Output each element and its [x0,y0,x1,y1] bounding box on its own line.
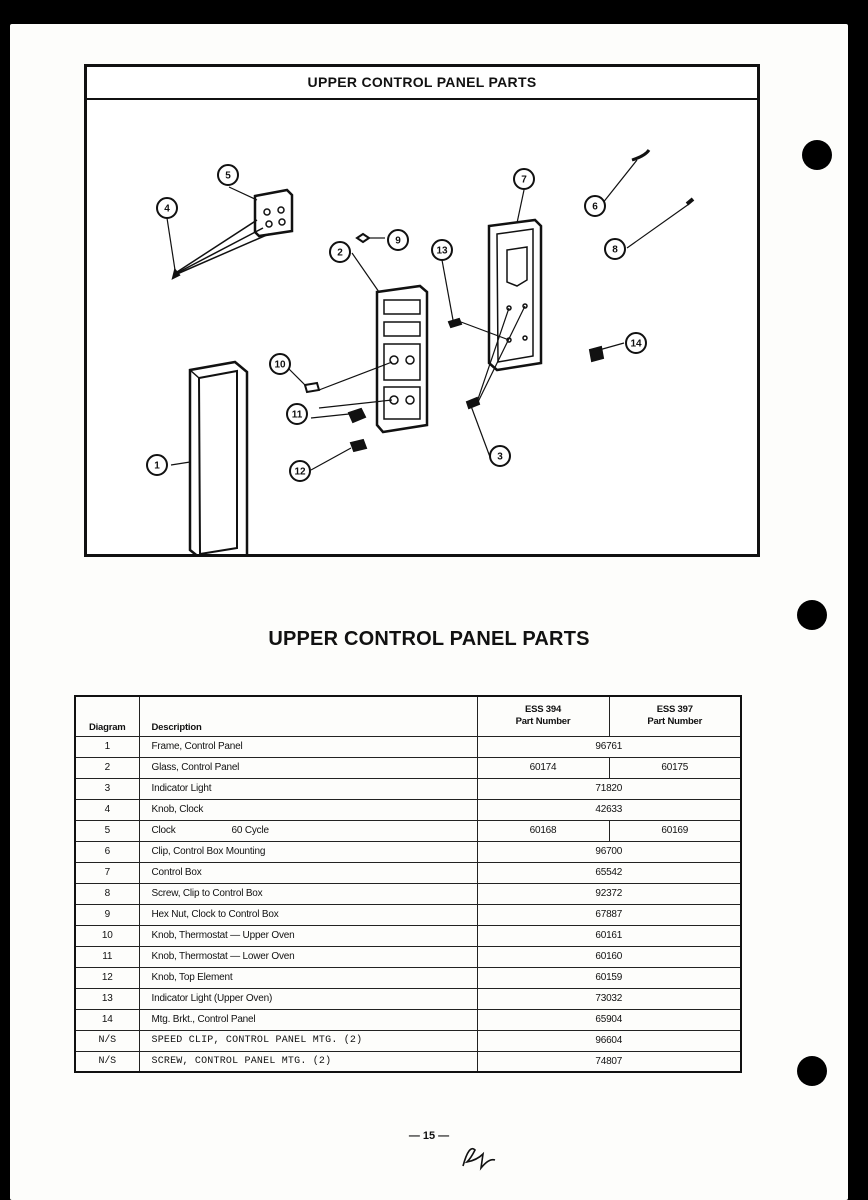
description-text: Knob, Thermostat — Lower Oven [151,951,295,962]
description-text: Frame, Control Panel [151,741,243,752]
cell-description [139,967,477,988]
cell-diagram: 12 [75,967,139,988]
description-text: Knob, Thermostat — Upper Oven [151,930,295,941]
callout-label: 10 [274,359,286,371]
description-text: Hex Nut, Clock to Control Box [151,909,279,920]
callout-label: 6 [592,201,598,213]
callout-13 [432,240,452,260]
cell-diagram: 14 [75,1009,139,1030]
cell-diagram: 4 [75,799,139,820]
cell-diagram: 7 [75,862,139,883]
cell-part-number: 96761 [477,736,741,757]
table-row [75,1009,741,1030]
callout-7 [514,169,534,189]
cell-part-number-ess394: 60168 [477,820,609,841]
table-row [75,736,741,757]
callout-4 [157,198,177,218]
callout-8 [605,239,625,259]
cell-description [139,946,477,967]
table-row [75,883,741,904]
cell-part-number: 65904 [477,1009,741,1030]
exploded-parts-drawing [87,100,757,554]
header-diagram: Diagram [75,696,139,736]
binder-hole-middle [797,600,827,630]
cell-description [139,1009,477,1030]
header-ess394 [477,696,609,736]
cell-description [139,1030,477,1051]
cell-description [139,1051,477,1072]
cell-diagram: 3 [75,778,139,799]
parts-table [74,695,742,1073]
cell-part-number-ess397: 60169 [609,820,741,841]
header-description: Description [139,696,477,736]
callout-11 [287,404,307,424]
callout-label: 2 [337,247,343,259]
cell-description [139,736,477,757]
table-row [75,988,741,1009]
callout-2 [330,242,350,262]
cell-part-number: 67887 [477,904,741,925]
header-ess394-label: Part Number [515,716,571,728]
callout-12 [290,461,310,481]
callout-label: 3 [497,451,503,463]
cell-part-number: 60160 [477,946,741,967]
cell-part-number: 65542 [477,862,741,883]
parts-table-body [75,736,741,1072]
cell-description [139,988,477,1009]
callout-label: 14 [630,338,642,350]
table-row [75,778,741,799]
manual-page [10,24,848,1200]
small-parts-drawing [173,150,693,451]
callout-3 [490,446,510,466]
description-text: Indicator Light (Upper Oven) [151,993,273,1004]
cell-part-number: 73032 [477,988,741,1009]
callout-1 [147,455,167,475]
cell-part-number: 96604 [477,1030,741,1051]
cell-part-number: 60161 [477,925,741,946]
callout-6 [585,196,605,216]
frame-part-drawing [190,362,247,554]
handwritten-mark [455,1136,505,1176]
cell-part-number-ess394: 60174 [477,757,609,778]
callout-label: 5 [225,170,231,182]
cell-part-number: 92372 [477,883,741,904]
binder-hole-top [802,140,832,170]
page-number: — 15 — [408,1130,450,1142]
description-text: Knob, Top Element [151,972,233,983]
table-row [75,862,741,883]
cell-diagram: 6 [75,841,139,862]
description-note: 60 Cycle [231,825,269,836]
callout-label: 1 [154,460,160,472]
cell-part-number: 42633 [477,799,741,820]
description-text: SCREW, CONTROL PANEL MTG. (2) [151,1055,332,1067]
callout-label: 11 [291,409,303,421]
cell-description [139,757,477,778]
cell-description [139,778,477,799]
cell-diagram: 8 [75,883,139,904]
table-row [75,1030,741,1051]
cell-part-number: 96700 [477,841,741,862]
cell-part-number: 60159 [477,967,741,988]
cell-diagram: 9 [75,904,139,925]
callout-label: 8 [612,244,618,256]
description-text: Glass, Control Panel [151,762,240,773]
callout-label: 9 [395,235,401,247]
exploded-diagram-panel [84,64,760,557]
glass-panel-part-drawing [377,286,427,432]
table-row [75,841,741,862]
description-text: Clock [151,825,176,836]
callout-5 [218,165,238,185]
cell-description [139,799,477,820]
description-text: Mtg. Brkt., Control Panel [151,1014,256,1025]
cell-description [139,904,477,925]
section-title: UPPER CONTROL PANEL PARTS [268,628,590,650]
cell-part-number: 71820 [477,778,741,799]
cell-description [139,820,477,841]
cell-diagram: 11 [75,946,139,967]
table-header-row [75,696,741,736]
binder-hole-bottom [797,1056,827,1086]
description-text: Knob, Clock [151,804,204,815]
cell-description [139,841,477,862]
description-text: Indicator Light [151,783,212,794]
header-ess397-model: ESS 397 [656,704,693,716]
cell-diagram: N/S [75,1051,139,1072]
callout-14 [626,333,646,353]
header-ess394-model: ESS 394 [524,704,562,716]
description-text: Screw, Clip to Control Box [151,888,263,899]
cell-part-number-ess397: 60175 [609,757,741,778]
callout-9 [388,230,408,250]
table-row [75,925,741,946]
cell-description [139,925,477,946]
cell-diagram: 2 [75,757,139,778]
clock-part-drawing [177,190,292,274]
control-box-part-drawing [489,220,541,370]
table-row [75,757,741,778]
table-row [75,967,741,988]
table-row [75,946,741,967]
callout-label: 7 [521,174,527,186]
cell-description [139,883,477,904]
cell-diagram: 13 [75,988,139,1009]
cell-diagram: 1 [75,736,139,757]
cell-description [139,862,477,883]
header-ess397-label: Part Number [647,716,703,728]
cell-diagram: 5 [75,820,139,841]
table-row [75,1051,741,1072]
callout-label: 12 [294,466,306,478]
description-text: SPEED CLIP, CONTROL PANEL MTG. (2) [151,1035,363,1046]
description-text: Control Box [151,867,202,878]
table-row [75,904,741,925]
callout-label: 4 [164,203,170,215]
cell-part-number: 74807 [477,1051,741,1072]
callout-label: 13 [436,245,448,257]
cell-diagram: N/S [75,1030,139,1051]
diagram-title: UPPER CONTROL PANEL PARTS [87,67,757,100]
header-ess397 [609,696,741,736]
description-text: Clip, Control Box Mounting [151,846,266,857]
table-row [75,820,741,841]
cell-diagram: 10 [75,925,139,946]
table-row [75,799,741,820]
callout-10 [270,354,290,374]
